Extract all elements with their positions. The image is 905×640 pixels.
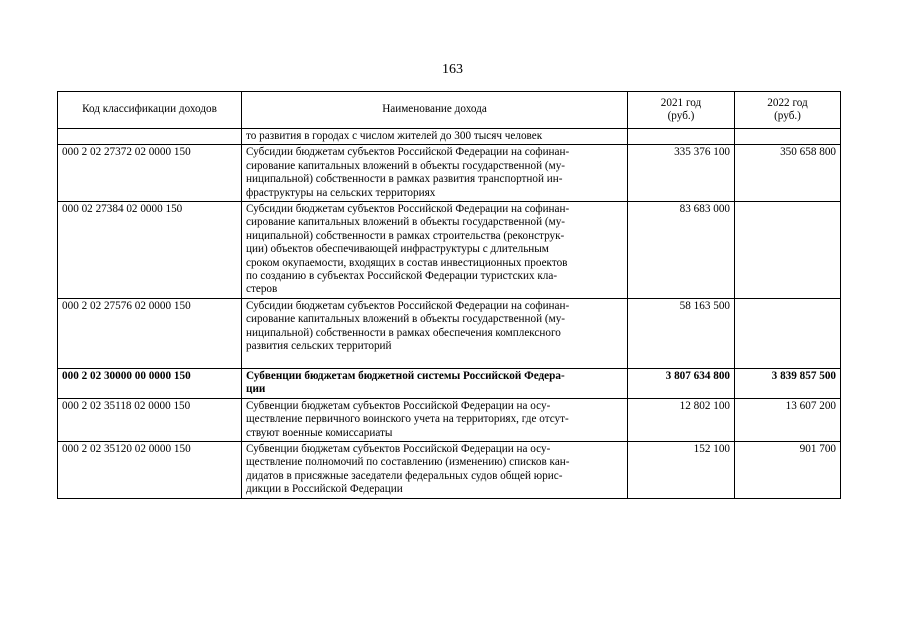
table-row <box>58 398 841 441</box>
income-name-line: Субсидии бюджетам субъектов Российской Федерации на софинан- <box>246 299 570 312</box>
income-name-line <box>246 354 623 367</box>
income-name-cell <box>242 145 628 202</box>
income-name-line: Субвенции бюджетам субъектов Российской Федерации на осу- <box>246 442 551 455</box>
income-name-line: ществление первичного воинского учета на территориях, где отсут- <box>246 413 569 426</box>
income-name-line: ниципальной) собственности в рамках строительства (реконструк- <box>246 229 565 242</box>
amount-2022-cell: 3 839 857 500 <box>735 368 841 398</box>
income-name-line: Субсидии бюджетам субъектов Российской Федерации на софинан- <box>246 146 570 159</box>
income-name-line: ниципальной) собственности в рамках обеспечения комплексного <box>246 326 561 339</box>
income-name-cell <box>242 298 628 368</box>
table-row <box>58 129 841 145</box>
income-code-cell: 000 02 27384 02 0000 150 <box>58 202 242 299</box>
income-name-line: сирование капитальных вложений в объекты государственной (му- <box>246 159 566 172</box>
income-code-cell: 000 2 02 35118 02 0000 150 <box>58 398 242 441</box>
amount-2021-cell: 3 807 634 800 <box>628 368 735 398</box>
income-name-line: Субвенции бюджетам субъектов Российской Федерации на осу- <box>246 399 551 412</box>
amount-2022-cell: 901 700 <box>735 441 841 498</box>
income-name-cell <box>242 368 628 398</box>
income-table <box>57 91 841 499</box>
income-name-line: ции <box>246 383 266 396</box>
header-name: Наименование дохода <box>242 92 628 129</box>
amount-2022-cell: 350 658 800 <box>735 145 841 202</box>
income-code-cell: 000 2 02 30000 00 0000 150 <box>58 368 242 398</box>
amount-2022-cell: 13 607 200 <box>735 398 841 441</box>
income-code-cell: 000 2 02 27372 02 0000 150 <box>58 145 242 202</box>
page-number: 163 <box>442 62 463 77</box>
table-header-row <box>58 92 841 129</box>
income-code-cell <box>58 129 242 145</box>
income-name-line: фраструктуры на сельских территориях <box>246 186 436 199</box>
amount-2021-cell <box>628 129 735 145</box>
income-name-line: Субсидии бюджетам субъектов Российской Федерации на софинан- <box>246 203 570 216</box>
income-name-line: сирование капитальных вложений в объекты государственной (му- <box>246 216 566 229</box>
income-name-line: сроком окупаемости, входящих в состав инвестиционных проектов <box>246 256 568 269</box>
income-name-cell <box>242 129 628 145</box>
amount-2021-cell: 335 376 100 <box>628 145 735 202</box>
income-code-cell: 000 2 02 35120 02 0000 150 <box>58 441 242 498</box>
amount-2022-cell <box>735 202 841 299</box>
income-name-cell <box>242 441 628 498</box>
table-row <box>58 368 841 398</box>
income-name-cell <box>242 202 628 299</box>
income-name-cell <box>242 398 628 441</box>
amount-2021-cell: 152 100 <box>628 441 735 498</box>
amount-2022-cell <box>735 298 841 368</box>
income-name-line: ции) объектов обеспечивающей инфраструктуры с длительным <box>246 243 549 256</box>
income-code-cell: 000 2 02 27576 02 0000 150 <box>58 298 242 368</box>
income-name-line: по созданию в субъектах Российской Федерации туристских кла- <box>246 270 558 283</box>
income-name-line: сирование капитальных вложений в объекты государственной (му- <box>246 313 566 326</box>
amount-2021-cell: 12 802 100 <box>628 398 735 441</box>
income-name-line: Субвенции бюджетам бюджетной системы Российской Федера- <box>246 369 565 382</box>
income-name-line: дидатов в присяжные заседатели федеральных судов общей юрис- <box>246 469 563 482</box>
table-row <box>58 202 841 299</box>
table-row <box>58 298 841 368</box>
header-2021: 2021 год (руб.) <box>628 92 735 129</box>
header-code: Код классификации доходов <box>58 92 242 129</box>
income-name-line: развития сельских территорий <box>246 340 392 353</box>
table-row <box>58 441 841 498</box>
income-name-line: дикции в Российской Федерации <box>246 483 403 496</box>
income-name-line: ществление полномочий по составлению (изменению) списков кан- <box>246 456 570 469</box>
amount-2021-cell: 83 683 000 <box>628 202 735 299</box>
table-row <box>58 145 841 202</box>
income-name-line: стеров <box>246 283 278 296</box>
header-2022: 2022 год (руб.) <box>735 92 841 129</box>
amount-2022-cell <box>735 129 841 145</box>
income-name-line: то развития в городах с числом жителей до 300 тысяч человек <box>246 130 543 142</box>
income-name-line: ниципальной) собственности в рамках развития транспортной ин- <box>246 173 563 186</box>
income-name-line: ствуют военные комиссариаты <box>246 426 393 439</box>
amount-2021-cell: 58 163 500 <box>628 298 735 368</box>
